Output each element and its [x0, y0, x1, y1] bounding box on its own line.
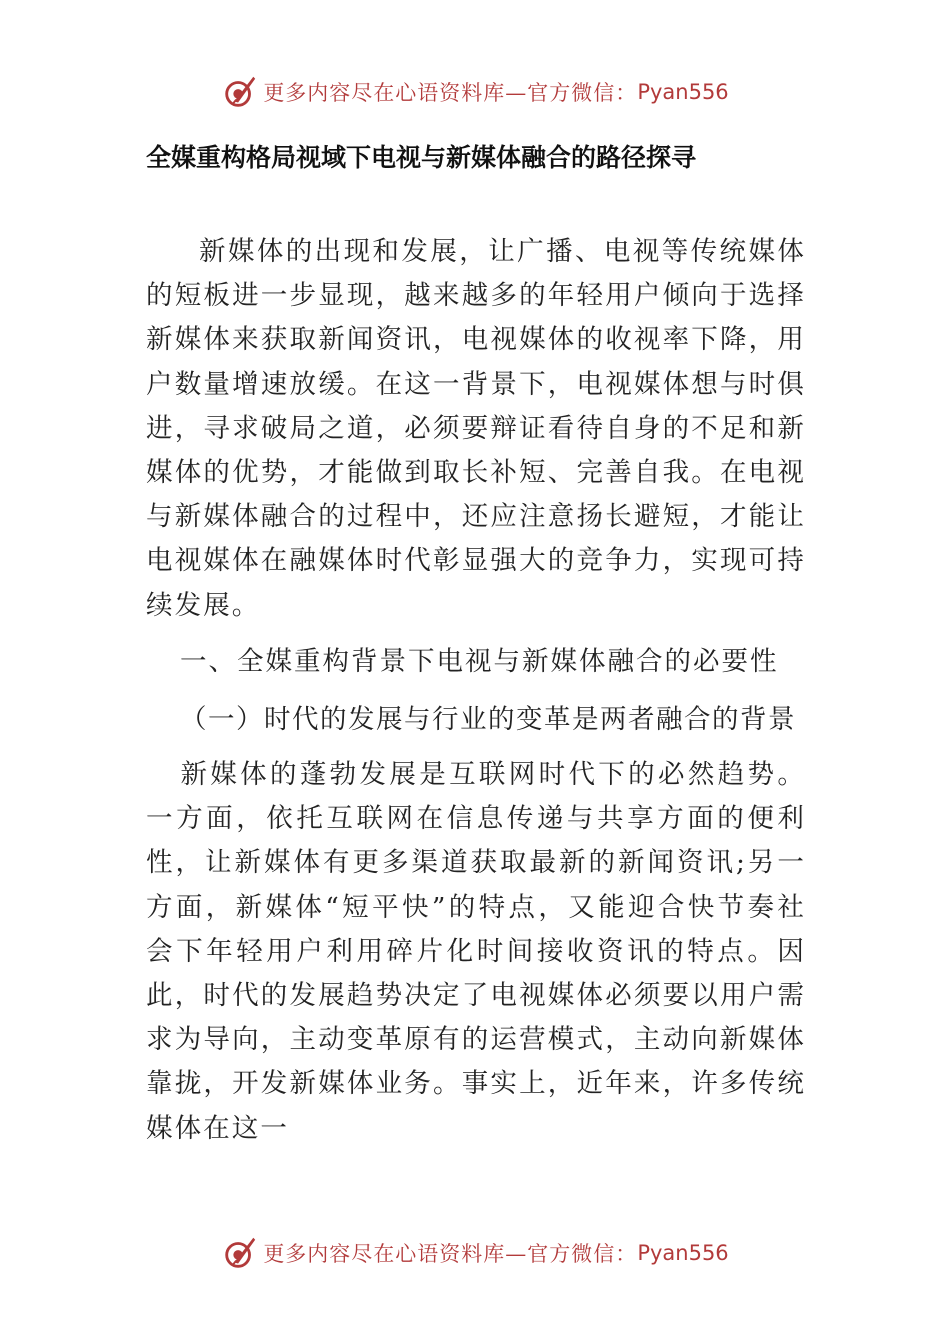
intro-paragraph: 新媒体的出现和发展，让广播、电视等传统媒体的短板进一步显现，越来越多的年轻用户倾向于选择新媒体来获取新闻资讯，电视媒体的收视率下降，用户数量增速放缓。在这一背景下，电视媒体想与时俱进，寻求破局之道，必须要辩证看待自身的不足和新媒体的优势，才能做到取长补短、完善自我。在电视与新媒体融合的过程中，还应注意扬长避短，才能让电视媒体在融媒体时代彰显强大的竞争力，实现可持续发展。 — [146, 236, 806, 621]
watermark-text: 更多内容尽在心语资料库—官方微信： — [263, 1242, 638, 1266]
footer-watermark — [0, 1233, 950, 1273]
document-title: 全媒重构格局视域下电视与新媒体融合的路径探寻 — [146, 143, 697, 172]
wechat-id: Pyan556 — [637, 80, 729, 104]
watermark-text: 更多内容尽在心语资料库—官方微信： — [263, 81, 638, 105]
header-watermark — [0, 72, 950, 112]
quill-logo-icon — [221, 73, 259, 111]
wechat-id: Pyan556 — [637, 1241, 729, 1265]
subsection-heading: （一）时代的发展与行业的变革是两者融合的背景 — [180, 704, 796, 735]
body-paragraph: 新媒体的蓬勃发展是互联网时代下的必然趋势。一方面，依托互联网在信息传递与共享方面的便利性，让新媒体有更多渠道获取最新的新闻资讯;另一方面，新媒体“短平快”的特点，又能迎合快节奏社会下年轻用户利用碎片化时间接收资讯的特点。因此，时代的发展趋势决定了电视媒体必须要以用户需求为导向，主动变革原有的运营模式，主动向新媒体靠拢，开发新媒体业务。事实上，近年来，许多传统媒体在这一 — [146, 759, 806, 1144]
body-paragraph-block — [146, 753, 806, 1151]
section-heading: 一、全媒重构背景下电视与新媒体融合的必要性 — [180, 646, 779, 677]
intro-paragraph-block — [146, 230, 806, 628]
quill-logo-icon — [221, 1234, 259, 1272]
